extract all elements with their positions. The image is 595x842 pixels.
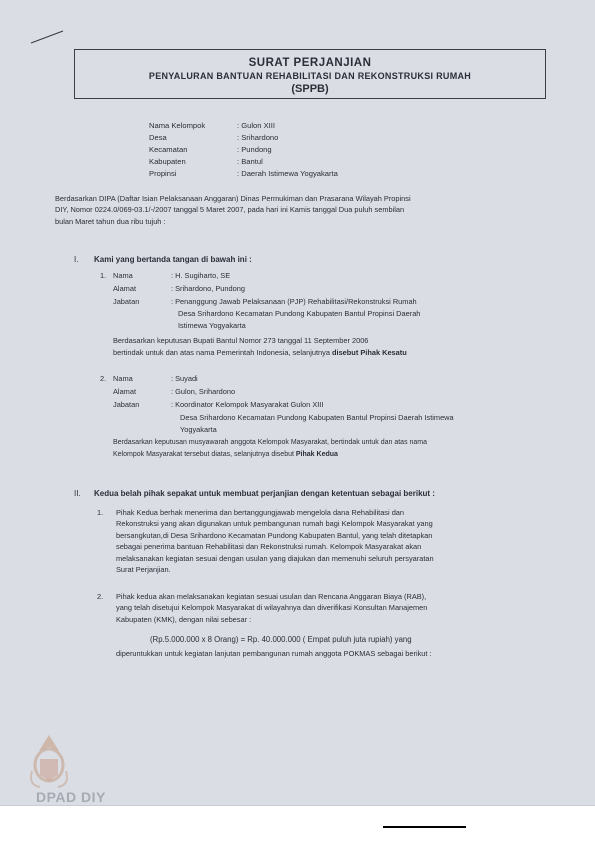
amount-line: (Rp.5.000.000 x 8 Orang) = Rp. 40.000.000 ( Empat puluh juta rupiah) yang (150, 635, 412, 644)
party-basis (113, 348, 407, 358)
item-line: Surat Perjanjian. (116, 565, 171, 575)
party-field-label: Jabatan (113, 297, 140, 306)
item-line: diperuntukkan untuk kegiatan lanjutan pembangunan rumah anggota POKMAS sebagai berikut : (116, 649, 432, 658)
item-line: yang telah disetujui Kelompok Masyarakat di wilayahnya dan diverifikasi Konsultan Manajemen (116, 603, 428, 613)
party-position: Yogyakarta (180, 425, 217, 434)
item-number: 1. (97, 508, 104, 517)
intro-line: Berdasarkan DIPA (Daftar Isian Pelaksanaan Anggaran) Dinas Permukiman dan Prasarana Wilayah Propinsi (55, 194, 411, 203)
party-address: : Gulon, Srihardono (171, 387, 236, 396)
party-basis (113, 450, 338, 460)
party-position: Desa Srihardono Kecamatan Pundong Kabupaten Bantul Propinsi Daerah Istimewa (180, 413, 454, 422)
document-subtitle: PENYALURAN BANTUAN REHABILITASI DAN REKONSTRUKSI RUMAH (148, 71, 472, 81)
party-field-label: Nama (113, 374, 133, 383)
party-name: : H. Sugiharto, SE (171, 271, 231, 280)
identity-label: Nama Kelompok (149, 121, 206, 130)
party-field-label: Nama (113, 271, 133, 280)
agreement-item-1 (116, 507, 548, 575)
party-number: 1. (100, 271, 107, 280)
intro-line: DIY, Nomor 0224.0/069-03.1/-/2007 tanggal 5 Maret 2007, pada hari ini Kamis tanggal Dua puluh sembilan (55, 205, 405, 215)
identity-label: Kabupaten (149, 157, 186, 166)
agreement-item-2 (116, 591, 548, 625)
party-address: : Srihardono, Pundong (171, 284, 245, 293)
identity-value: : Srihardono (237, 133, 279, 142)
party-basis: Berdasarkan keputusan Bupati Bantul Nomor 273 tanggal 11 September 2006 (113, 336, 369, 345)
party-position: : Penanggung Jawab Pelaksanaan (PJP) Rehabilitasi/Rekonstruksi Rumah (171, 297, 417, 306)
identity-value: : Daerah Istimewa Yogyakarta (237, 169, 338, 178)
party-field-label: Alamat (113, 387, 137, 396)
item-line: Pihak Kedua berhak menerima dan bertanggungjawab mengelola dana Rehabilitasi dan (116, 508, 405, 517)
identity-label: Desa (149, 133, 167, 142)
identity-label: Kecamatan (149, 145, 188, 154)
party-position: Desa Srihardono Kecamatan Pundong Kabupaten Bantul Propinsi Daerah (178, 309, 421, 318)
section-number: II. (74, 489, 81, 498)
identity-value: : Gulon XIII (237, 121, 275, 130)
item-line: Pihak kedua akan melaksanakan kegiatan sesuai usulan dan Rencana Anggaran Biaya (RAB), (116, 592, 427, 601)
intro-paragraph (55, 193, 545, 227)
watermark-text: DPAD DIY (36, 789, 106, 805)
seal-emblem (18, 731, 80, 793)
party-basis: Berdasarkan keputusan musyawarah anggota Kelompok Masyarakat, bertindak untuk dan atas nama (113, 439, 428, 446)
pen-mark (30, 30, 64, 44)
intro-line: bulan Maret tahun dua ribu tujuh : (55, 216, 166, 226)
party-field-label: Jabatan (113, 400, 140, 409)
identity-label: Propinsi (149, 169, 177, 178)
document-abbreviation: (SPPB) (291, 83, 329, 95)
party-field-label: Alamat (113, 284, 137, 293)
party-designation: Pihak Kedua (295, 451, 338, 458)
party-name: : Suyadi (171, 374, 198, 383)
section-number: I. (74, 255, 79, 264)
party-basis-text: Kelompok Masyarakat tersebut diatas, selanjutnya disebut (113, 451, 294, 458)
identity-value: : Bantul (237, 157, 263, 166)
item-line: melaksanakan kegiatan sesuai dengan usulan yang diajukan dan memenuhi seluruh persyaratan (116, 553, 434, 563)
section-title: Kedua belah pihak sepakat untuk membuat perjanjian dengan ketentuan sebagai berikut : (94, 489, 435, 498)
title-box (74, 49, 546, 99)
identity-value: : Pundong (237, 145, 272, 154)
footer-rule (383, 826, 466, 828)
item-line: bersangkutan,di Desa Srihardono Kecamatan Pundong Kabupaten Bantul, yang telah ditetapkan (116, 530, 433, 540)
party-position: Istimewa Yogyakarta (178, 321, 246, 330)
item-number: 2. (97, 592, 104, 601)
party-designation: disebut Pihak Kesatu (332, 348, 407, 357)
item-line: Kabupaten (KMK), dengan nilai sebesar : (116, 614, 252, 624)
document-title: SURAT PERJANJIAN (248, 57, 372, 69)
item-line: sebagai penerima bantuan Rehabilitasi dan Rekonstruksi rumah. Kelompok Masyarakat akan (116, 542, 422, 552)
party-basis-text: bertindak untuk dan atas nama Pemerintah Indonesia, selanjutnya (113, 348, 330, 357)
item-line: Rekonstruksi yang akan digunakan untuk pembangunan rumah bagi Kelompok Masyarakat yang (116, 519, 433, 529)
section-title: Kami yang bertanda tangan di bawah ini : (94, 255, 252, 264)
party-position: : Koordinator Kelompok Masyarakat Gulon XIII (171, 400, 324, 409)
party-number: 2. (100, 374, 107, 383)
